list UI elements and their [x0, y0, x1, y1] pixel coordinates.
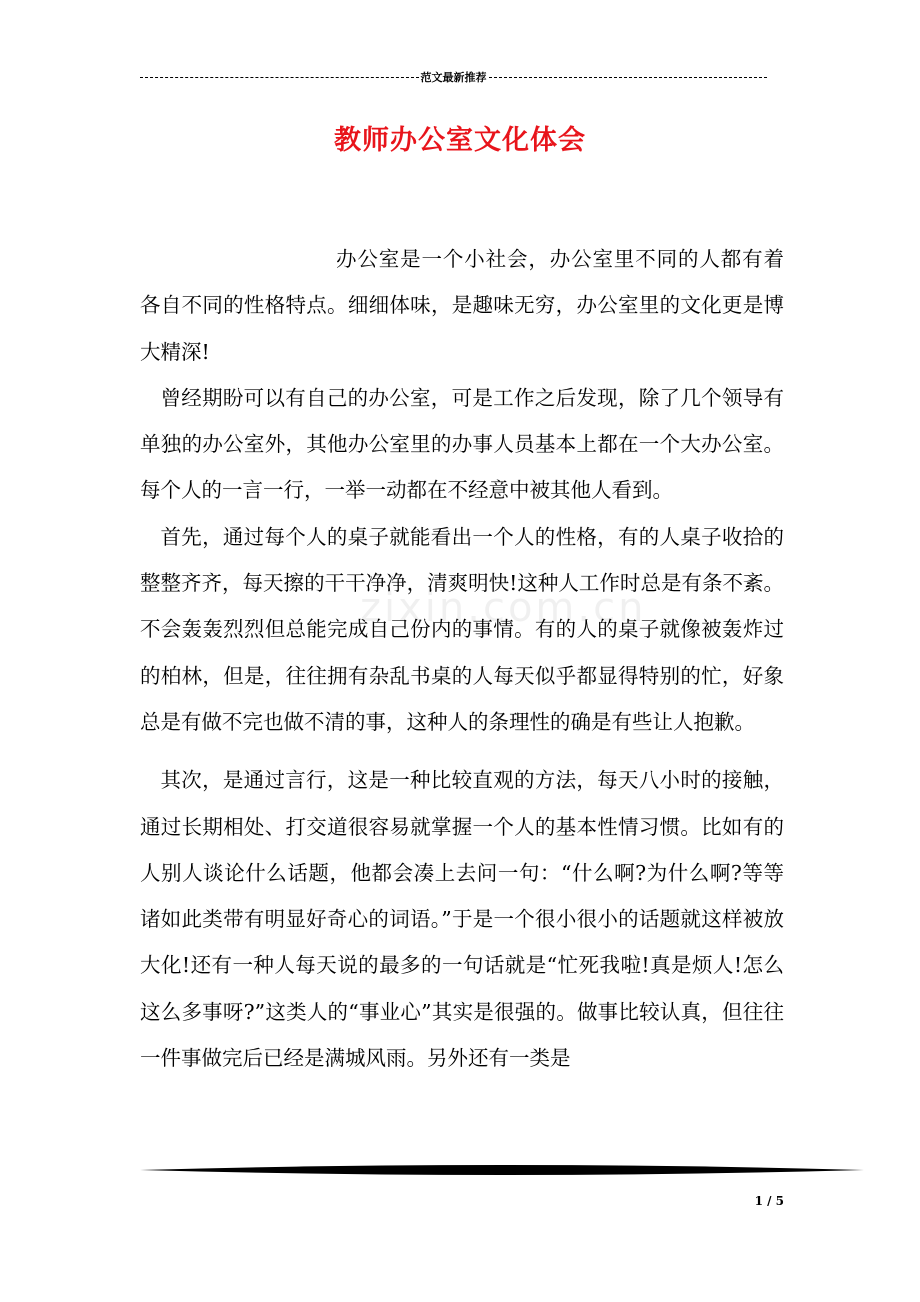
watermark: zixin.com.cn — [360, 585, 647, 631]
page-header — [140, 68, 767, 86]
footer-rule — [140, 1163, 864, 1177]
paragraph-2: 曾经期盼可以有自己的办公室，可是工作之后发现，除了几个领导有单独的办公室外，其他办公室里的办事人员基本上都在一个大办公室。每个人的一言一行，一举一动都在不经意中被其他人看到。 — [140, 385, 784, 503]
paragraph-3: 首先，通过每个人的桌子就能看出一个人的性格，有的人桌子收拾的整整齐齐，每天擦的干干净净，清爽明快!这种人工作时总是有条不紊。不会轰轰烈烈但总能完成自己份内的事情。有的人的桌子就像被轰炸过的柏林，但是，往往拥有杂乱书桌的人每天似乎都显得特别的忙，好象总是有做不完也做不清的事，这种人的条理性的确是有些让人抱歉。 — [140, 524, 784, 734]
document-title: 教师办公室文化体会 — [334, 125, 586, 156]
paragraph-4: 其次，是通过言行，这是一种比较直观的方法，每天八小时的接触，通过长期相处、打交道很容易就掌握一个人的基本性情习惯。比如有的人别人谈论什么话题，他都会凑上去问一句：“什么啊?为什么啊?等等诸如此类带有明显好奇心的词语。”于是一个很小很小的话题就这样被放大化!还有一种人每天说的最多的一句话就是“忙死我啦!真是烦人!怎么这么多事呀?”这类人的“事业心”其实是很强的。做事比较认真，但往往一件事做完后已经是满城风雨。另外还有一类是 — [140, 768, 784, 1071]
header-label: 范文最新推荐 — [420, 71, 487, 84]
paragraph-1: 办公室是一个小社会，办公室里不同的人都有着各自不同的性格特点。细细体味，是趣味无穷，办公室里的文化更是博大精深! — [140, 247, 784, 364]
page-number: 1 / 5 — [754, 1194, 784, 1208]
document-body — [140, 236, 784, 1081]
header-dash-left — [140, 77, 419, 78]
header-dash-right — [489, 77, 768, 78]
